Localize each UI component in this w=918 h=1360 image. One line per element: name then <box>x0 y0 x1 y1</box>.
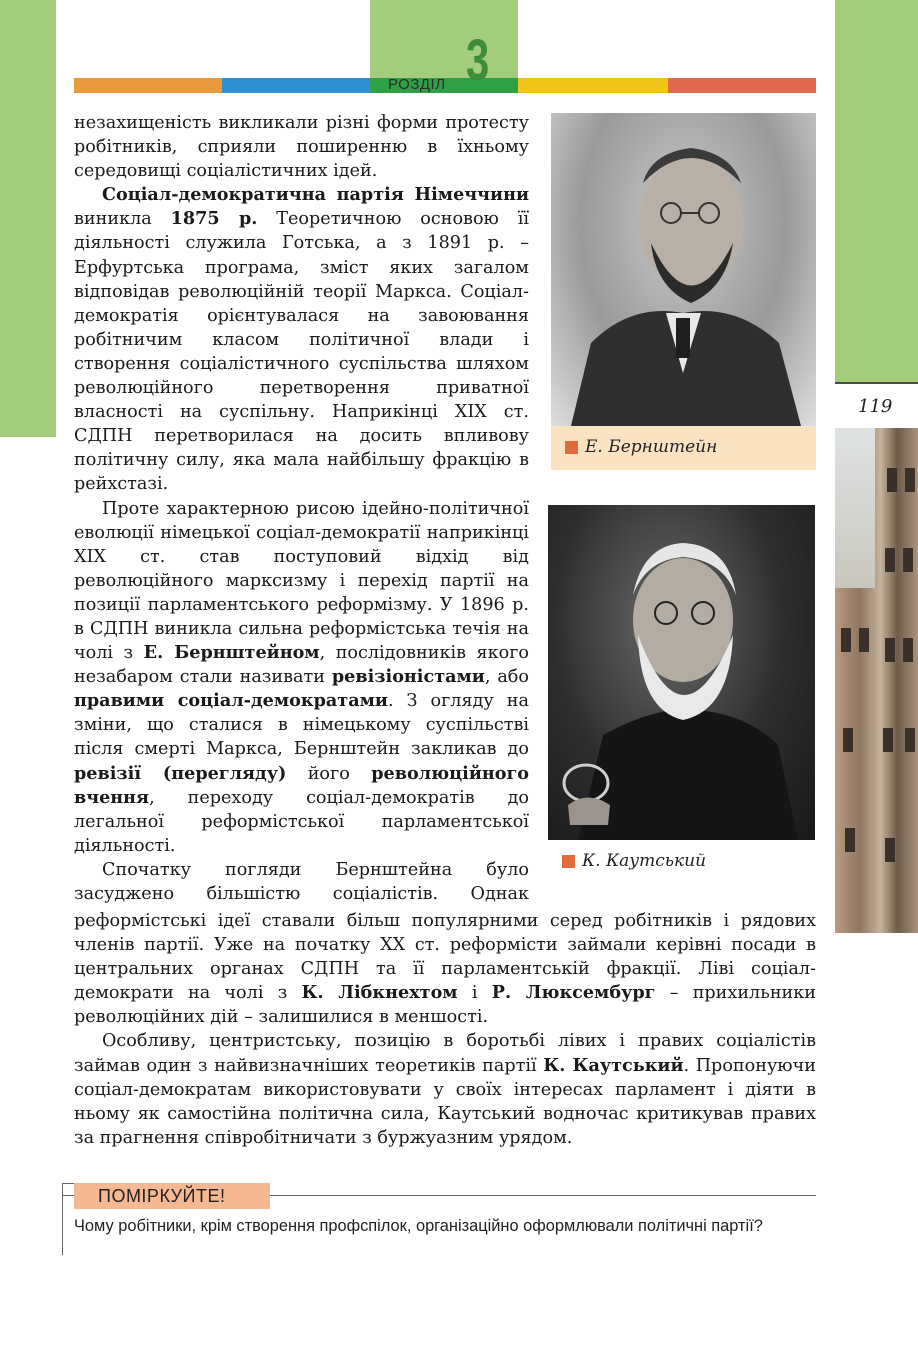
left-margin-band <box>0 0 56 437</box>
text-run: Теоретичною основою її діяльності служила Готська, а з 1891 р. – Ерфуртська програма, зміст яких загалом відповідав революційній теорії Маркса. Соціал-демократія орієнтувалася на завоювання робітничим класом політичної влади і створення соціалістичного суспільства шляхом революційного перетворення приватної власності на суспільну. Наприкінці XIX ст. СДПН перетворилася на досить впливову політичну силу, яка мала найбільшу фракцію в рейхстазі. <box>74 209 529 495</box>
term-liebknecht: К. Лібкнехтом <box>301 982 458 1004</box>
term-right-social-democrats: правими соціал-демократами <box>74 690 388 712</box>
term-revision: ревізії (перегляду) <box>74 762 287 784</box>
paragraph-2 <box>74 183 529 496</box>
building-photo-strip <box>835 428 918 933</box>
paragraph-4-start: Спочатку погляди Бернштейна було засуджено більшістю соціалістів. Однак <box>74 859 529 904</box>
text-run: , переходу соціал-демократів до легальної реформістської парламентської діяльності. <box>74 787 529 856</box>
page-number: 119 <box>858 396 893 417</box>
paragraph-5 <box>74 1029 816 1149</box>
term-revolutionary-teaching: революційного вчення <box>74 762 529 808</box>
think-box-left-rule <box>62 1183 63 1255</box>
color-segment-4 <box>518 78 668 93</box>
text-run: – прихильники революційних дій – залишилися в меншості. <box>74 983 816 1028</box>
narrow-text-column <box>74 111 529 906</box>
text-run: і <box>457 983 492 1004</box>
caption-marker-icon <box>565 441 578 454</box>
bernstein-caption <box>551 426 816 470</box>
color-segment-2 <box>222 78 370 93</box>
caption-text: Е. Бернштейн <box>585 437 718 457</box>
caption-marker-icon <box>562 855 575 868</box>
bernstein-portrait <box>551 113 816 426</box>
text-run: Проте характерною рисою ідейно-політичної еволюції німецької соціал-демократії наприкінці XIX ст. став поступовий відхід від революційного марксизму і перехід партії на позиції парламентського реформізму. У 1896 р. в СДПН виникла сильна реформістська течія на чолі з <box>74 498 529 664</box>
paragraph-4-continued <box>74 909 816 1029</box>
text-run: , послідовників якого незабаром стали називати <box>74 643 529 688</box>
text-run: Особливу, центристську, позицію в боротьбі лівих і правих соціалістів займав один з найвизначніших теоретиків партії <box>74 1031 816 1076</box>
think-question: Чому робітники, крім створення профспілок, організаційно оформлювали політичні партії? <box>74 1217 763 1235</box>
page-number-rule <box>835 382 918 384</box>
text-run: . З огляду на зміни, що сталися в німецькому суспільстві після смерті Маркса, Бернштейн закликав до <box>74 691 529 760</box>
chapter-label: РОЗДІЛ <box>388 76 446 93</box>
right-margin-band <box>835 0 918 382</box>
paragraph-1: незахищеність викликали різні форми протесту робітників, сприяли поширенню в їхньому середовищі соціалістичних ідей. <box>74 113 529 182</box>
caption-text: К. Каутський <box>582 851 707 871</box>
text-run: реформістські ідеї ставали більш популярними серед робітників і рядових членів партії. Уже на початку XX ст. реформісти займали керівні посади в центральних органах СДПН та її парламентській фракції. Ліві соціал-демократи на чолі з <box>74 911 816 1004</box>
chapter-tab <box>370 0 518 78</box>
full-width-text <box>74 909 816 1150</box>
paragraph-3 <box>74 497 529 858</box>
term-revisionists: ревізіоністами <box>331 666 485 688</box>
term-bernstein: Е. Бернштейном <box>143 642 320 664</box>
term-kautsky: К. Каутський <box>543 1054 684 1076</box>
color-segment-5 <box>668 78 816 93</box>
kautsky-portrait <box>548 505 815 840</box>
year-1875: 1875 р. <box>170 208 258 230</box>
think-box-tick <box>62 1183 74 1184</box>
color-segment-1 <box>74 78 222 93</box>
kautsky-caption <box>548 840 815 884</box>
text-run: виникла <box>74 209 171 230</box>
think-label: ПОМІРКУЙТЕ! <box>74 1183 270 1209</box>
text-run: його <box>286 763 372 784</box>
party-name: Соціал-демократична партія Німеччини <box>102 184 529 206</box>
text-run: , або <box>484 667 529 688</box>
term-luxemburg: Р. Люксембург <box>491 982 656 1004</box>
text-run: . Пропонуючи соціал-демократам використовувати у своїх інтересах парламент і діяти в ньому як самостійна політична сила, Каутський водночас критикував правих за прагнення співробітничати з буржуазним урядом. <box>74 1055 816 1148</box>
chapter-number: 3 <box>466 28 490 93</box>
